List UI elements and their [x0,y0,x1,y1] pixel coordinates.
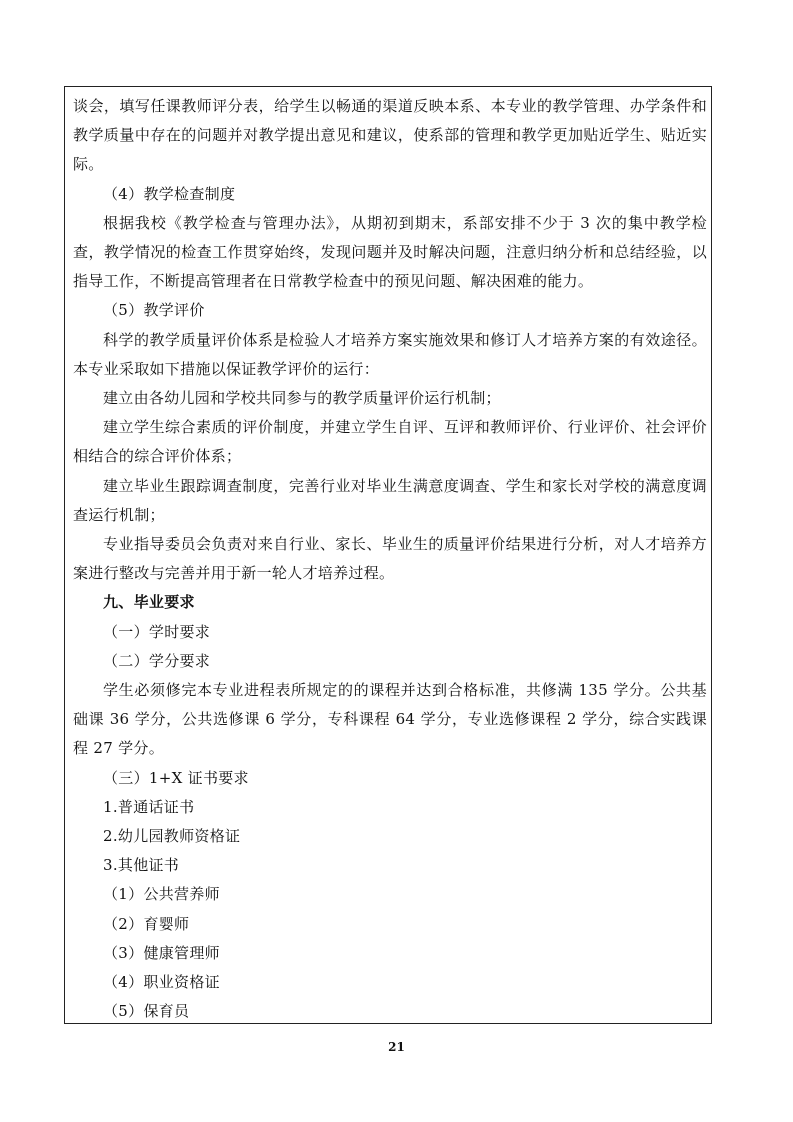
paragraph-credit-details: 学生必须修完本专业进程表所规定的的课程并达到合格标准，共修满 135 学分。公共基础课 36 学分，公共选修课 6 学分，专科课程 64 学分，专业选修课程 2 学分，综合实践课程 27 学分。 [73,681,707,758]
subheading-credit-requirement: （二）学分要求 [103,651,211,670]
list-item-other-certificate: （4）职业资格证 [103,973,220,992]
paragraph-committee-analysis: 专业指导委员会负责对来自行业、家长、毕业生的质量评价结果进行分析，对人才培养方案进行整改与完善并用于新一轮人才培养过程。 [73,535,707,583]
list-item-certificate: 2.幼儿园教师资格证 [103,827,241,846]
subheading-teaching-evaluation: （5）教学评价 [103,301,205,320]
paragraph-evaluation-mechanism: 建立由各幼儿园和学校共同参与的教学质量评价运行机制； [103,389,501,408]
list-item-other-certificate: （2）育婴师 [103,914,190,933]
section-heading-graduation-requirements: 九、毕业要求 [103,593,195,612]
paragraph-evaluation-system: 科学的教学质量评价体系是检验人才培养方案实施效果和修订人才培养方案的有效途径。本专业采取如下措施以保证教学评价的运行： [73,330,707,378]
list-item-certificate: 1.普通话证书 [103,797,195,816]
subheading-teaching-inspection: （4）教学检查制度 [103,184,236,203]
subheading-hours-requirement: （一）学时要求 [103,622,211,641]
paragraph-student-evaluation: 建立学生综合素质的评价制度，并建立学生自评、互评和教师评价、行业评价、社会评价相结合的综合评价体系； [73,418,707,466]
list-item-other-certificate: （5）保育员 [103,1002,190,1021]
paragraph-graduate-tracking: 建立毕业生跟踪调查制度，完善行业对毕业生满意度调查、学生和家长对学校的满意度调查运行机制； [73,476,707,524]
list-item-other-certificate: （3）健康管理师 [103,943,220,962]
subheading-certificate-requirement: （三）1+X 证书要求 [103,768,249,787]
list-item-other-certificate: （1）公共营养师 [103,885,220,904]
page-number: 21 [388,1040,405,1054]
paragraph-feedback-continuation: 谈会，填写任课教师评分表，给学生以畅通的渠道反映本系、本专业的教学管理、办学条件和教学质量中存在的问题并对教学提出意见和建议，使系部的管理和教学更加贴近学生、贴近实际。 [73,97,707,174]
document-body [73,92,707,1027]
list-item-certificate: 3.其他证书 [103,856,180,875]
paragraph-teaching-inspection: 根据我校《教学检查与管理办法》，从期初到期末，系部安排不少于 3 次的集中教学检查，教学情况的检查工作贯穿始终，发现问题并及时解决问题，注意归纳分析和总结经验，以指导工作，不断提高管理者在日常教学检查中的预见问题、解决困难的能力。 [73,213,707,291]
